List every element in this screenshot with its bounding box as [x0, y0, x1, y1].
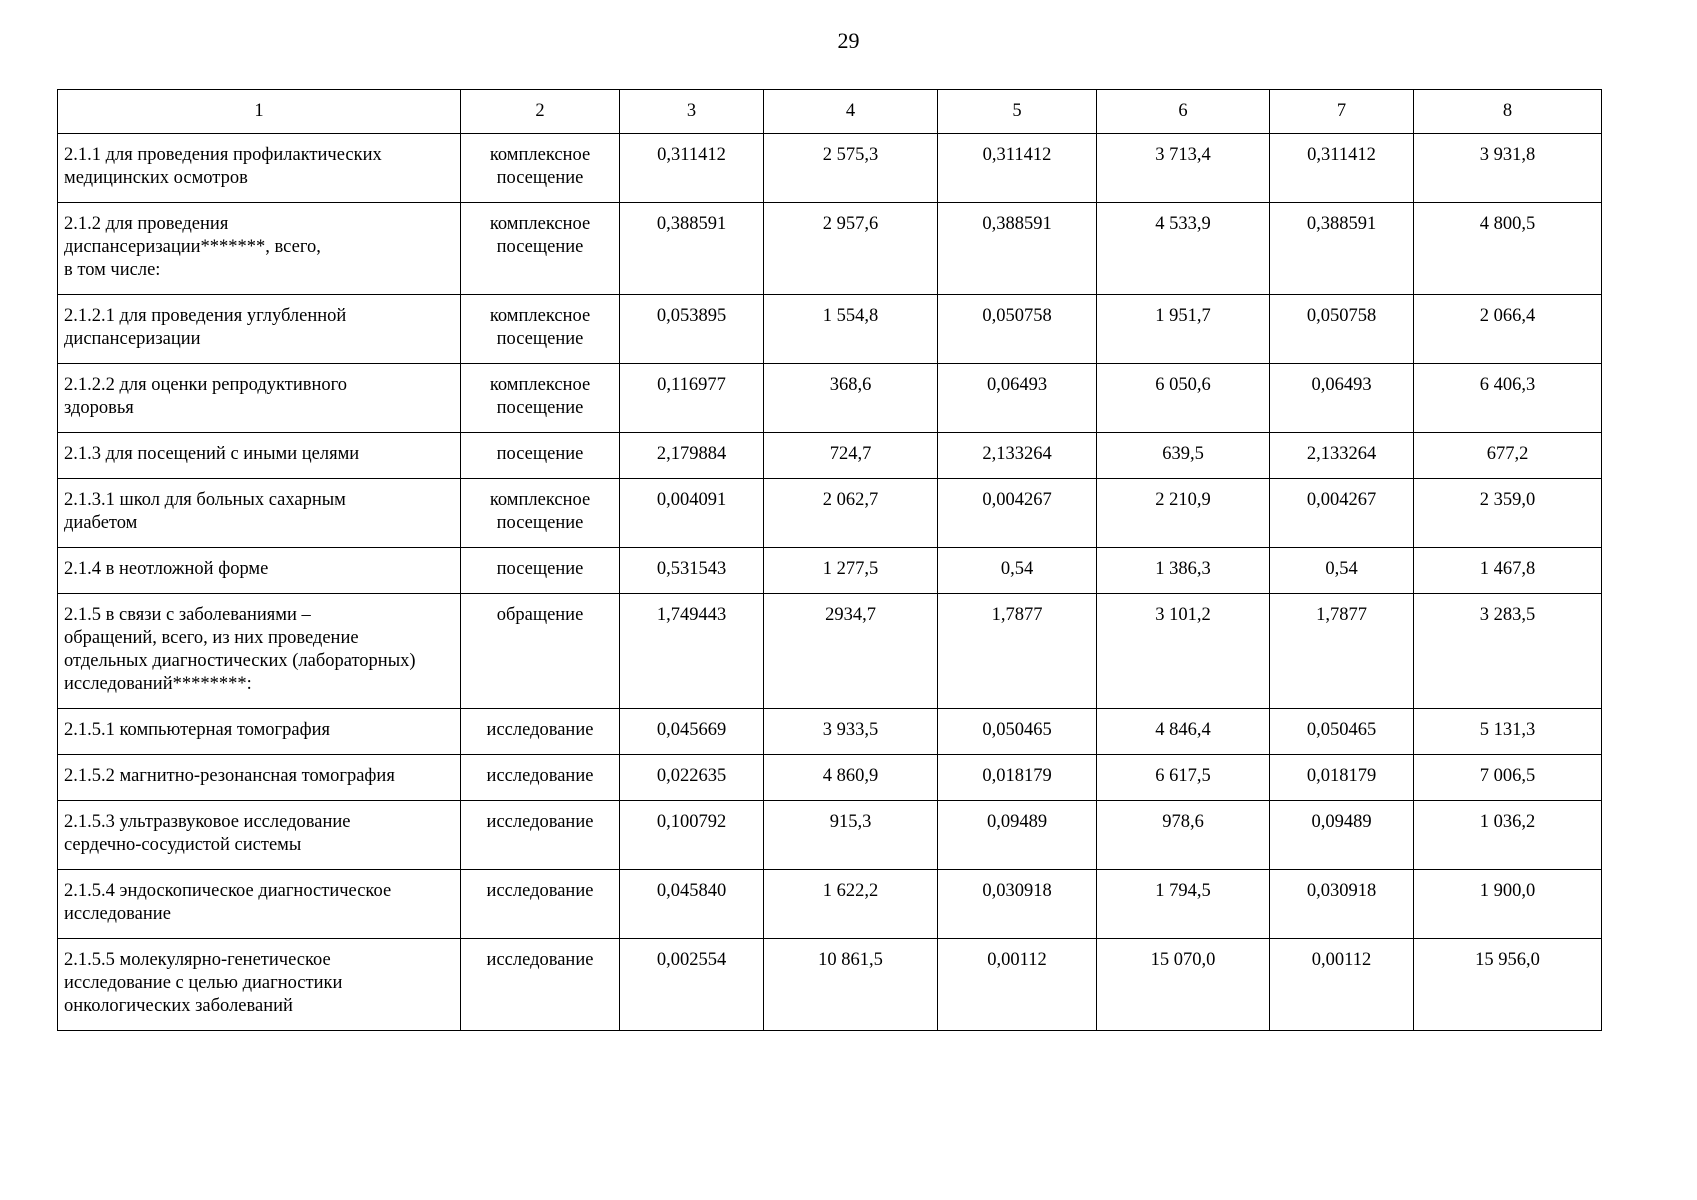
row-name-line: 2.1.4 в неотложной форме [64, 559, 269, 579]
table-row [58, 548, 1602, 594]
value-cell: 0,09489 [1270, 801, 1414, 870]
row-name-line: отдельных диагностических (лабораторных) [64, 651, 416, 671]
row-name-cell [58, 939, 461, 1031]
unit-cell [461, 870, 620, 939]
value-cell: 5 131,3 [1414, 709, 1602, 755]
unit-line: комплексное [489, 306, 591, 326]
value-cell: 0,388591 [938, 203, 1097, 295]
value-cell: 0,06493 [938, 364, 1097, 433]
row-name-line: диабетом [64, 513, 138, 533]
value-cell: 978,6 [1097, 801, 1270, 870]
row-name-line: сердечно-сосудистой системы [64, 835, 302, 855]
table-row [58, 939, 1602, 1031]
value-cell: 0,388591 [1270, 203, 1414, 295]
value-cell: 4 846,4 [1097, 709, 1270, 755]
value-cell: 0,09489 [938, 801, 1097, 870]
value-cell: 2 062,7 [764, 479, 938, 548]
value-cell: 0,311412 [620, 134, 764, 203]
unit-line: исследование [486, 950, 594, 970]
value-cell: 4 533,9 [1097, 203, 1270, 295]
unit-cell [461, 594, 620, 709]
table-row [58, 433, 1602, 479]
value-cell: 0,050465 [938, 709, 1097, 755]
row-name-line: 2.1.2.2 для оценки репродуктивного [64, 375, 348, 395]
column-header: 2 [461, 90, 620, 134]
value-cell: 724,7 [764, 433, 938, 479]
unit-cell [461, 203, 620, 295]
row-name-cell [58, 295, 461, 364]
value-cell: 1 554,8 [764, 295, 938, 364]
value-cell: 0,018179 [938, 755, 1097, 801]
unit-cell [461, 295, 620, 364]
row-name-line: диспансеризации*******, всего, [64, 237, 321, 257]
value-cell: 0,045669 [620, 709, 764, 755]
value-cell: 1 277,5 [764, 548, 938, 594]
unit-line: комплексное [489, 214, 591, 234]
value-cell: 0,116977 [620, 364, 764, 433]
unit-cell [461, 709, 620, 755]
row-name-cell [58, 433, 461, 479]
row-name-cell [58, 801, 461, 870]
value-cell: 2,179884 [620, 433, 764, 479]
value-cell: 1 951,7 [1097, 295, 1270, 364]
value-cell: 0,050758 [938, 295, 1097, 364]
unit-cell [461, 479, 620, 548]
unit-line: исследование [486, 812, 594, 832]
value-cell: 4 800,5 [1414, 203, 1602, 295]
value-cell: 2,133264 [1270, 433, 1414, 479]
value-cell: 0,531543 [620, 548, 764, 594]
column-header: 4 [764, 90, 938, 134]
row-name-cell [58, 134, 461, 203]
value-cell: 3 283,5 [1414, 594, 1602, 709]
table-body [58, 90, 1602, 1031]
value-cell: 0,053895 [620, 295, 764, 364]
column-header: 3 [620, 90, 764, 134]
unit-cell [461, 755, 620, 801]
table-row [58, 295, 1602, 364]
unit-line: комплексное [489, 375, 591, 395]
value-cell: 15 070,0 [1097, 939, 1270, 1031]
value-cell: 0,050758 [1270, 295, 1414, 364]
row-name-cell [58, 594, 461, 709]
unit-line: посещение [496, 559, 584, 579]
unit-line: комплексное [489, 145, 591, 165]
value-cell: 0,002554 [620, 939, 764, 1031]
value-cell: 6 050,6 [1097, 364, 1270, 433]
value-cell: 0,54 [938, 548, 1097, 594]
value-cell: 0,050465 [1270, 709, 1414, 755]
unit-line: посещение [496, 513, 584, 533]
unit-cell [461, 364, 620, 433]
row-name-line: 2.1.3.1 школ для больных сахарным [64, 490, 346, 510]
value-cell: 3 101,2 [1097, 594, 1270, 709]
value-cell: 0,004091 [620, 479, 764, 548]
row-name-line: исследование [64, 904, 171, 924]
table-header-row [58, 90, 1602, 134]
unit-cell [461, 134, 620, 203]
table-row [58, 755, 1602, 801]
row-name-cell [58, 203, 461, 295]
row-name-line: 2.1.5.3 ультразвуковое исследование [64, 812, 351, 832]
unit-line: обращение [496, 605, 584, 625]
value-cell: 2 210,9 [1097, 479, 1270, 548]
data-table [57, 89, 1602, 1031]
value-cell: 0,388591 [620, 203, 764, 295]
value-cell: 0,030918 [938, 870, 1097, 939]
value-cell: 915,3 [764, 801, 938, 870]
row-name-cell [58, 755, 461, 801]
value-cell: 1 386,3 [1097, 548, 1270, 594]
value-cell: 0,022635 [620, 755, 764, 801]
value-cell: 0,311412 [1270, 134, 1414, 203]
row-name-line: медицинских осмотров [64, 168, 248, 188]
row-name-line: исследование с целью диагностики [64, 973, 343, 993]
value-cell: 7 006,5 [1414, 755, 1602, 801]
value-cell: 1,7877 [938, 594, 1097, 709]
unit-cell [461, 801, 620, 870]
value-cell: 3 933,5 [764, 709, 938, 755]
value-cell: 0,018179 [1270, 755, 1414, 801]
unit-line: исследование [486, 881, 594, 901]
value-cell: 3 931,8 [1414, 134, 1602, 203]
row-name-line: диспансеризации [64, 329, 201, 349]
value-cell: 2 575,3 [764, 134, 938, 203]
row-name-line: исследований********: [64, 674, 252, 694]
row-name-line: 2.1.5.2 магнитно-резонансная томография [64, 766, 395, 786]
value-cell: 4 860,9 [764, 755, 938, 801]
value-cell: 677,2 [1414, 433, 1602, 479]
value-cell: 6 406,3 [1414, 364, 1602, 433]
column-header: 1 [58, 90, 461, 134]
value-cell: 6 617,5 [1097, 755, 1270, 801]
value-cell: 0,030918 [1270, 870, 1414, 939]
row-name-line: 2.1.1 для проведения профилактических [64, 145, 382, 165]
unit-line: посещение [496, 237, 584, 257]
value-cell: 0,54 [1270, 548, 1414, 594]
unit-line: посещение [496, 444, 584, 464]
row-name-line: 2.1.5.5 молекулярно-генетическое [64, 950, 331, 970]
value-cell: 2 957,6 [764, 203, 938, 295]
table-row [58, 801, 1602, 870]
row-name-cell [58, 479, 461, 548]
row-name-line: в том числе: [64, 260, 161, 280]
value-cell: 1 467,8 [1414, 548, 1602, 594]
row-name-line: здоровья [64, 398, 134, 418]
unit-line: комплексное [489, 490, 591, 510]
column-header: 5 [938, 90, 1097, 134]
table-row [58, 364, 1602, 433]
row-name-line: 2.1.2.1 для проведения углубленной [64, 306, 347, 326]
column-header: 6 [1097, 90, 1270, 134]
row-name-cell [58, 548, 461, 594]
row-name-line: обращений, всего, из них проведение [64, 628, 359, 648]
table-row [58, 709, 1602, 755]
value-cell: 15 956,0 [1414, 939, 1602, 1031]
value-cell: 0,311412 [938, 134, 1097, 203]
table-row [58, 594, 1602, 709]
unit-line: исследование [486, 720, 594, 740]
value-cell: 0,00112 [938, 939, 1097, 1031]
page-number: 29 [837, 28, 860, 53]
row-name-line: 2.1.5 в связи с заболеваниями – [64, 605, 311, 625]
value-cell: 2934,7 [764, 594, 938, 709]
row-name-line: 2.1.2 для проведения [64, 214, 229, 234]
value-cell: 0,004267 [938, 479, 1097, 548]
value-cell: 0,045840 [620, 870, 764, 939]
value-cell: 1 036,2 [1414, 801, 1602, 870]
table-row [58, 870, 1602, 939]
unit-line: посещение [496, 329, 584, 349]
value-cell: 0,004267 [1270, 479, 1414, 548]
column-header: 8 [1414, 90, 1602, 134]
row-name-cell [58, 364, 461, 433]
table-row [58, 479, 1602, 548]
value-cell: 2,133264 [938, 433, 1097, 479]
value-cell: 0,100792 [620, 801, 764, 870]
unit-line: посещение [496, 398, 584, 418]
row-name-cell [58, 709, 461, 755]
unit-cell [461, 939, 620, 1031]
row-name-cell [58, 870, 461, 939]
value-cell: 2 066,4 [1414, 295, 1602, 364]
table-row [58, 203, 1602, 295]
value-cell: 10 861,5 [764, 939, 938, 1031]
value-cell: 3 713,4 [1097, 134, 1270, 203]
value-cell: 1 622,2 [764, 870, 938, 939]
value-cell: 0,00112 [1270, 939, 1414, 1031]
unit-line: исследование [486, 766, 594, 786]
value-cell: 1 794,5 [1097, 870, 1270, 939]
value-cell: 1,749443 [620, 594, 764, 709]
unit-line: посещение [496, 168, 584, 188]
column-header: 7 [1270, 90, 1414, 134]
value-cell: 368,6 [764, 364, 938, 433]
value-cell: 1 900,0 [1414, 870, 1602, 939]
value-cell: 0,06493 [1270, 364, 1414, 433]
row-name-line: 2.1.5.1 компьютерная томография [64, 720, 331, 740]
value-cell: 1,7877 [1270, 594, 1414, 709]
row-name-line: 2.1.5.4 эндоскопическое диагностическое [64, 881, 392, 901]
row-name-line: 2.1.3 для посещений с иными целями [64, 444, 360, 464]
table-row [58, 134, 1602, 203]
unit-cell [461, 433, 620, 479]
unit-cell [461, 548, 620, 594]
value-cell: 639,5 [1097, 433, 1270, 479]
row-name-line: онкологических заболеваний [64, 996, 293, 1016]
value-cell: 2 359,0 [1414, 479, 1602, 548]
